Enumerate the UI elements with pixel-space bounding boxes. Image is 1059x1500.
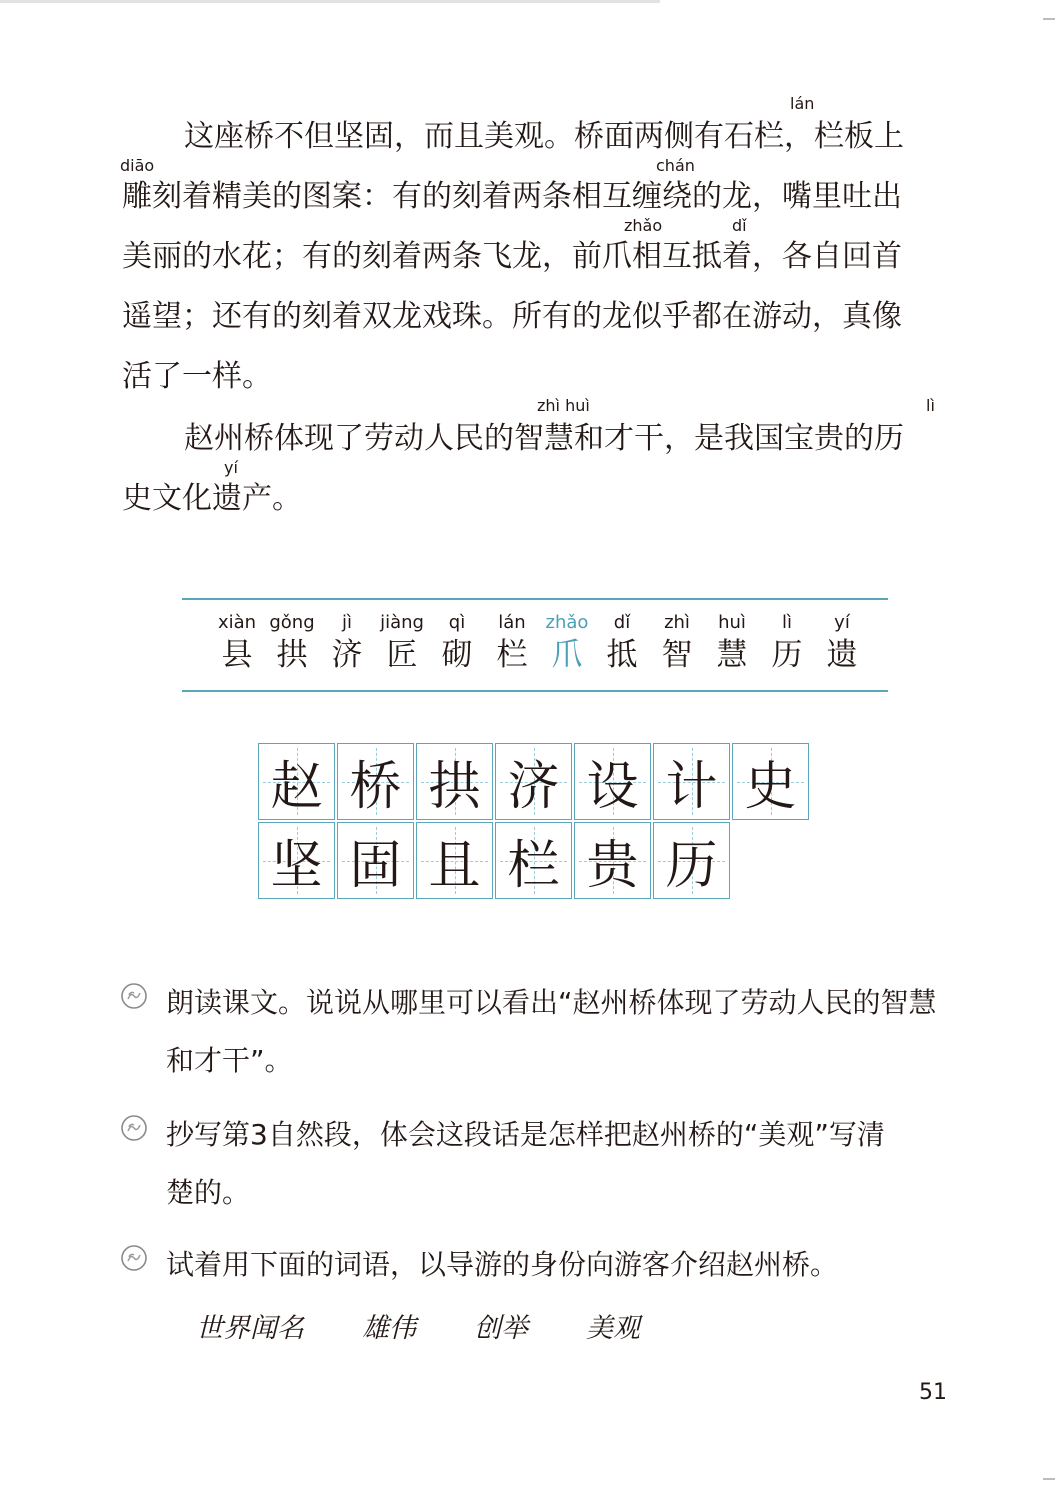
grid-char: 济 xyxy=(507,757,560,817)
pinyin-annotation: dǐ xyxy=(732,216,747,235)
vocab-char: 砌 xyxy=(441,637,473,673)
exercise-text xyxy=(166,974,956,1090)
vocab-pinyin: jiàng xyxy=(380,612,424,633)
vocab-pinyin: lì xyxy=(781,612,792,633)
phrase-word: 世界闻名 xyxy=(196,1313,304,1344)
grid-cell xyxy=(416,822,493,899)
exercise-bullet-icon xyxy=(120,1114,148,1142)
exercise-line: 抄写第3自然段，体会这段话是怎样把赵州桥的“美观”写清 xyxy=(166,1118,885,1151)
grid-cell xyxy=(732,743,809,820)
vocab-item xyxy=(430,600,484,674)
vocab-item xyxy=(320,600,374,674)
vocab-char: 县 xyxy=(221,637,253,673)
vocab-item xyxy=(595,600,649,674)
exercise-line: 朗读课文。说说从哪里可以看出“赵州桥体现了劳动人民的智慧 xyxy=(166,986,937,1019)
edge-mark xyxy=(1043,18,1055,20)
vocab-item xyxy=(815,600,869,674)
vocab-pinyin: gǒng xyxy=(269,612,315,633)
passage-line xyxy=(0,216,1059,280)
grid-char: 固 xyxy=(349,836,402,896)
vocab-item xyxy=(375,600,429,674)
pinyin-annotation: zhì huì xyxy=(537,396,590,415)
pinyin-annotation: yí xyxy=(224,458,238,477)
passage-line xyxy=(0,354,1059,400)
vocab-char: 遗 xyxy=(826,637,858,673)
vocab-pinyin: zhǎo xyxy=(545,612,589,633)
vocab-char: 抵 xyxy=(606,637,638,673)
vocab-item xyxy=(210,600,264,674)
exercise-line: 楚的。 xyxy=(166,1176,251,1209)
passage-line xyxy=(0,156,1059,220)
vocab-char: 匠 xyxy=(386,637,418,673)
vocab-item xyxy=(485,600,539,674)
vocab-char: 智 xyxy=(661,637,693,673)
grid-char: 史 xyxy=(744,757,797,817)
grid-cell xyxy=(337,743,414,820)
phrase-word: 雄伟 xyxy=(362,1313,416,1344)
vocab-char: 慧 xyxy=(716,637,748,673)
grid-char: 贵 xyxy=(586,836,639,896)
top-edge-line xyxy=(0,0,660,3)
grid-cell xyxy=(653,743,730,820)
vocab-item xyxy=(650,600,704,674)
vocab-char: 历 xyxy=(771,637,803,673)
grid-cell xyxy=(653,822,730,899)
passage-line-text: 史文化遗产。 xyxy=(122,481,302,516)
vocab-pinyin: zhì xyxy=(664,612,690,633)
grid-cell xyxy=(337,822,414,899)
vocab-pinyin: lán xyxy=(498,612,526,633)
vocab-pinyin: huì xyxy=(718,612,746,633)
grid-cell xyxy=(416,743,493,820)
grid-char: 历 xyxy=(665,836,718,896)
vocab-char: 栏 xyxy=(496,637,528,673)
phrase-word: 美观 xyxy=(586,1313,640,1344)
vocab-char: 爪 xyxy=(551,637,583,673)
exercise-text xyxy=(166,1106,956,1222)
pinyin-annotation: diāo xyxy=(120,156,155,175)
grid-char: 桥 xyxy=(349,757,402,817)
passage-line xyxy=(0,396,1059,462)
grid-char: 赵 xyxy=(270,757,323,817)
pinyin-annotation: lì xyxy=(926,396,935,415)
vocab-pinyin: yí xyxy=(834,612,850,633)
vocab-pinyin: xiàn xyxy=(217,612,257,633)
grid-char: 坚 xyxy=(270,836,323,896)
exercise-bullet-icon xyxy=(120,982,148,1010)
grid-cell xyxy=(495,822,572,899)
pinyin-annotation: lán xyxy=(790,94,815,113)
exercise-text xyxy=(166,1236,956,1294)
vocab-pinyin: jì xyxy=(341,612,352,633)
vocab-pinyin: dǐ xyxy=(613,612,631,633)
exercise-line: 和才干”。 xyxy=(166,1044,293,1077)
vocab-pinyin: qì xyxy=(448,612,466,633)
phrase-word: 创举 xyxy=(474,1313,528,1344)
passage-line-text: 美丽的水花；有的刻着两条飞龙，前爪相互抵着，各自回首 xyxy=(122,239,902,274)
grid-char: 拱 xyxy=(428,757,481,817)
passage-line-text: 活了一样。 xyxy=(122,359,272,394)
vocab-char: 济 xyxy=(331,637,363,673)
edge-mark xyxy=(1043,1478,1055,1480)
vocabulary-strip xyxy=(182,598,888,692)
grid-cell xyxy=(495,743,572,820)
grid-cell xyxy=(258,822,335,899)
passage-line xyxy=(0,458,1059,522)
passage-line xyxy=(0,94,1059,160)
exercise-bullet-icon xyxy=(120,1244,148,1272)
grid-char: 栏 xyxy=(507,836,560,896)
vocab-item-highlighted xyxy=(540,600,594,674)
vocab-item xyxy=(705,600,759,674)
passage-line-text: 赵州桥体现了劳动人民的智慧和才干，是我国宝贵的历 xyxy=(184,421,904,456)
page-number: 51 xyxy=(919,1380,947,1405)
vocab-item xyxy=(760,600,814,674)
grid-char: 计 xyxy=(665,757,718,817)
passage-line-text: 遥望；还有的刻着双龙戏珠。所有的龙似乎都在游动，真像 xyxy=(122,299,902,334)
grid-cell xyxy=(258,743,335,820)
pinyin-annotation: chán xyxy=(656,156,695,175)
vocab-item xyxy=(265,600,319,674)
vocab-char: 拱 xyxy=(276,637,308,673)
grid-cell xyxy=(574,743,651,820)
pinyin-annotation: zhǎo xyxy=(624,216,663,235)
passage-line-text: 雕刻着精美的图案：有的刻着两条相互缠绕的龙，嘴里吐出 xyxy=(122,179,902,214)
grid-char: 且 xyxy=(428,836,481,896)
grid-cell xyxy=(574,822,651,899)
grid-char: 设 xyxy=(586,757,639,817)
passage-line-text: 这座桥不但坚固，而且美观。桥面两侧有石栏，栏板上 xyxy=(184,119,904,154)
passage-line xyxy=(0,294,1059,340)
exercise-line: 试着用下面的词语，以导游的身份向游客介绍赵州桥。 xyxy=(166,1248,839,1281)
